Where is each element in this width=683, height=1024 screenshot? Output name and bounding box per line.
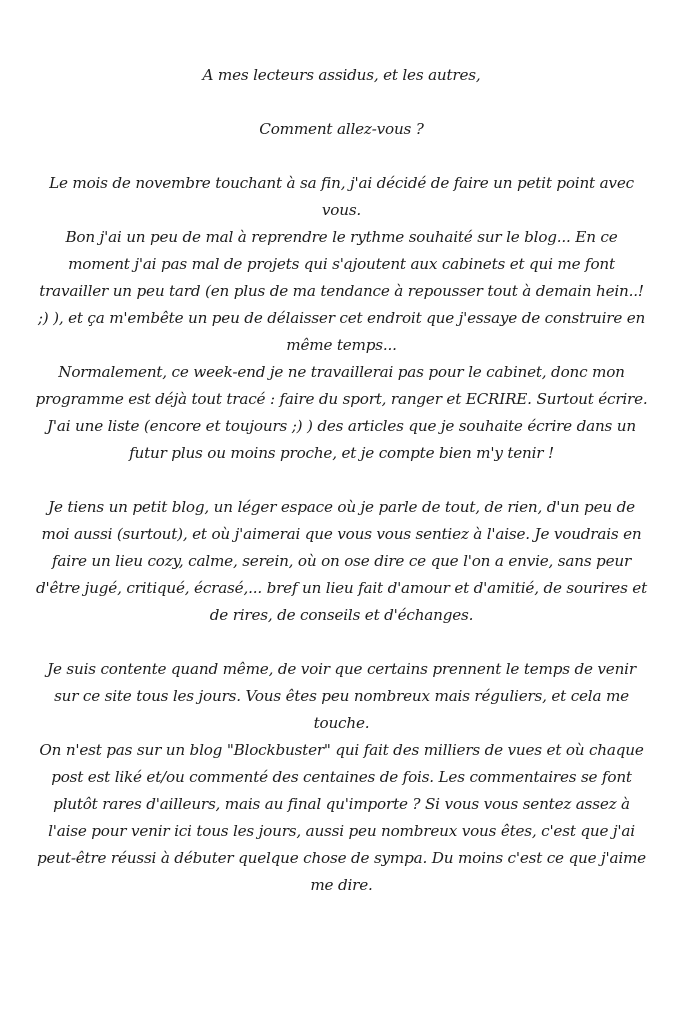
paragraph-gap <box>34 89 649 116</box>
paragraph-november: Le mois de novembre touchant à sa fin, j'ai décidé de faire un petit point avec vous. <box>49 174 634 219</box>
paragraph-gap <box>34 629 649 656</box>
paragraph-gap <box>34 467 649 494</box>
paragraph-blog-space: Je tiens un petit blog, un léger espace où je parle de tout, de rien, d'un peu de moi aussi (surtout), et où j'aimerai que vous vous sentiez à l'aise. Je voudrais en faire un lieu cozy, calme, serein, où on ose dire ce que l'on a envie, sans peur d'être jugé, critiqué, écrasé,... bref un lieu fait d'amour et d'amitié, de sourires et de rires, de conseils et d'échanges. <box>36 498 647 624</box>
paragraph-readers: Je suis contente quand même, de voir que certains prennent le temps de venir sur ce site tous les jours. Vous êtes peu nombreux mais réguliers, et cela me touche. <box>47 660 636 732</box>
paragraph-gap <box>34 143 649 170</box>
paragraph-weekend: Normalement, ce week-end je ne travaillerai pas pour le cabinet, donc mon programme est déjà tout tracé : faire du sport, ranger et ECRIRE. Surtout écrire. J'ai une liste (encore et toujours ;) ) des articles que je souhaite écrire dans un futur plus ou moins proche, et je compte bien m'y tenir ! <box>35 363 648 462</box>
salutation: A mes lecteurs assidus, et les autres, <box>202 66 481 84</box>
paragraph-rhythm: Bon j'ai un peu de mal à reprendre le rythme souhaité sur le blog... En ce moment j'ai pas mal de projets qui s'ajoutent aux cabinets et qui me font travailler un peu tard (en plus de ma tendance à repousser tout à demain hein..! ;) ), et ça m'embête un peu de délaisser cet endroit que j'essaye de construire en même temps... <box>37 228 646 354</box>
letter-body <box>34 62 649 899</box>
paragraph-blockbuster: On n'est pas sur un blog "Blockbuster" qui fait des milliers de vues et où chaque post est liké et/ou commenté des centaines de fois. Les commentaires se font plutôt rares d'ailleurs, mais au final qu'importe ? Si vous vous sentez assez à l'aise pour venir ici tous les jours, aussi peu nombreux vous êtes, c'est que j'ai peut-être réussi à débuter quelque chose de sympa. Du moins c'est ce que j'aime me dire. <box>37 741 646 894</box>
greeting-question: Comment allez-vous ? <box>259 120 424 138</box>
